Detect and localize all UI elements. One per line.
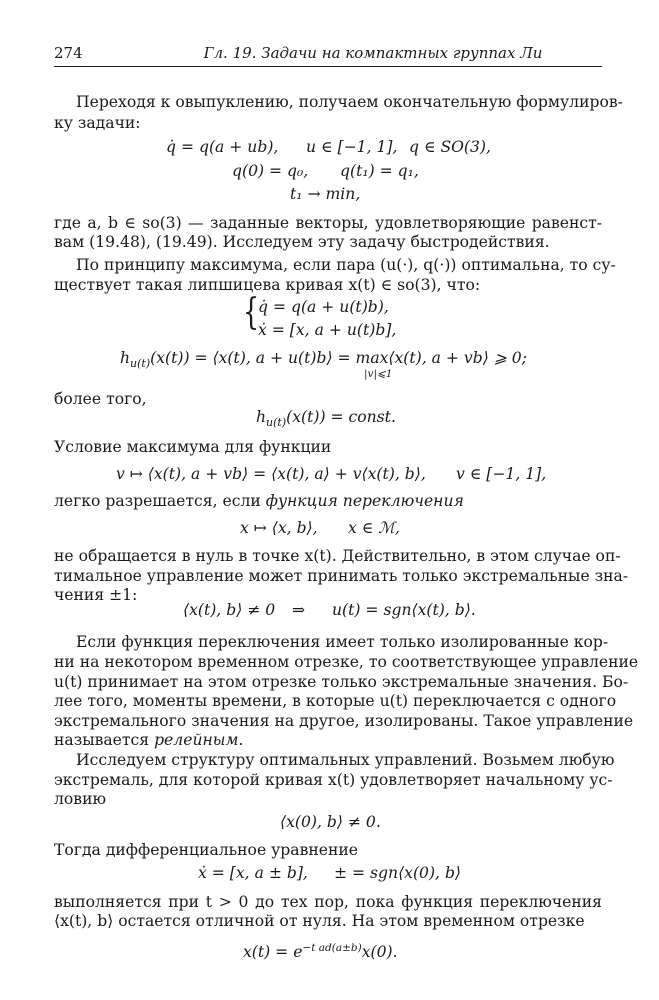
text-line: Если функция переключения имеет только изолированные кор- bbox=[76, 633, 609, 651]
equation: u(t) = sgn⟨x(t), b⟩. bbox=[332, 601, 476, 619]
text-line: Условие максимума для функции bbox=[54, 438, 332, 456]
text-line: ⟨x(t), b⟩ остается отличной от нуля. На этом временном отрезке bbox=[54, 912, 585, 930]
text-line: легко разрешается, если функция переключения bbox=[54, 492, 464, 510]
text-line: лее того, моменты времени, в которые u(t) переключается с одного bbox=[54, 692, 617, 710]
implies-arrow-icon: ⇒ bbox=[292, 601, 306, 619]
running-title: Гл. 19. Задачи на компактных группах Ли bbox=[203, 44, 543, 62]
text-line: выполняется при t > 0 до тех пор, пока функция переключения bbox=[54, 893, 602, 911]
equation: q̇ = q(a + u(t)b), bbox=[258, 298, 389, 316]
text-line: где a, b ∈ so(3) — заданные векторы, удовлетворяющие равенст- bbox=[54, 214, 602, 232]
equation-subscript: |v|⩽1 bbox=[364, 368, 393, 380]
equation: $h_{u(t)}(x(t))$ = const. bbox=[256, 408, 396, 430]
equation: v ↦ ⟨x(t), a + vb⟩ = ⟨x(t), a⟩ + v⟨x(t), b⟩, bbox=[116, 465, 426, 483]
text-line: Исследуем структуру оптимальных управлений. Возьмем любую bbox=[76, 751, 615, 769]
text-line: вам (19.48), (19.49). Исследуем эту задачу быстродействия. bbox=[54, 233, 550, 251]
header-rule bbox=[54, 66, 602, 67]
text-line: ку задачи: bbox=[54, 114, 141, 132]
text-line: ни на некотором временном отрезке, то соответствующее управление bbox=[54, 653, 639, 671]
text-line: называется релейным. bbox=[54, 731, 244, 749]
equation: $h_{u(t)}(x(t))$ = ⟨x(t), a + u(t)b⟩ = max⟨x(t), a + vb⟩ ⩾ 0; bbox=[120, 349, 527, 371]
equation: t₁ → min, bbox=[290, 185, 361, 203]
system-brace-icon: { bbox=[243, 292, 260, 333]
equation: q(t₁) = q₁, bbox=[340, 162, 419, 180]
text-line: экстремального значения на другое, изолированы. Такое управление bbox=[54, 712, 634, 730]
text-line: более того, bbox=[54, 390, 147, 408]
equation: q̇ = q(a + ub), bbox=[166, 138, 279, 156]
text-line: ловию bbox=[54, 790, 107, 808]
equation: $x(t) = e^{-t ad(a\pm b)}x(0)$. bbox=[243, 942, 398, 962]
equation: ⟨x(t), b⟩ ≠ 0 bbox=[183, 601, 276, 619]
equation: x ∈ ℳ, bbox=[348, 519, 400, 537]
text-line: экстремаль, для которой кривая x(t) удовлетворяет начальному ус- bbox=[54, 771, 613, 789]
equation: v ∈ [−1, 1], bbox=[456, 465, 547, 483]
emphasized-term: релейным bbox=[154, 731, 239, 749]
equation: ẋ = [x, a + u(t)b], bbox=[258, 321, 397, 339]
equation: u ∈ [−1, 1], bbox=[306, 138, 398, 156]
equation: ± = sgn⟨x(0), b⟩ bbox=[334, 864, 462, 882]
equation: ⟨x(0), b⟩ ≠ 0. bbox=[280, 813, 381, 831]
running-header bbox=[54, 44, 602, 70]
emphasized-term: функция переключения bbox=[265, 492, 464, 510]
text-line: u(t) принимает на этом отрезке только экстремальные значения. Бо- bbox=[54, 673, 629, 691]
text-line: чения ±1: bbox=[54, 586, 138, 604]
text-line: ществует такая липшицева кривая x(t) ∈ so(3), что: bbox=[54, 276, 481, 294]
equation: q ∈ SO(3), bbox=[409, 138, 491, 156]
page-number: 274 bbox=[54, 44, 83, 62]
text-line: Тогда дифференциальное уравнение bbox=[54, 841, 359, 859]
text-line: Переходя к овыпуклению, получаем окончательную формулиров- bbox=[76, 93, 623, 111]
text-line: не обращается в нуль в точке x(t). Действительно, в этом случае оп- bbox=[54, 547, 621, 565]
text-line: По принципу максимума, если пара (u(·), q(·)) оптимальна, то су- bbox=[76, 256, 616, 274]
equation: x ↦ ⟨x, b⟩, bbox=[240, 519, 318, 537]
equation: ẋ = [x, a ± b], bbox=[198, 864, 308, 882]
equation: q(0) = q₀, bbox=[232, 162, 309, 180]
text-line: тимальное управление может принимать только экстремальные зна- bbox=[54, 567, 629, 585]
